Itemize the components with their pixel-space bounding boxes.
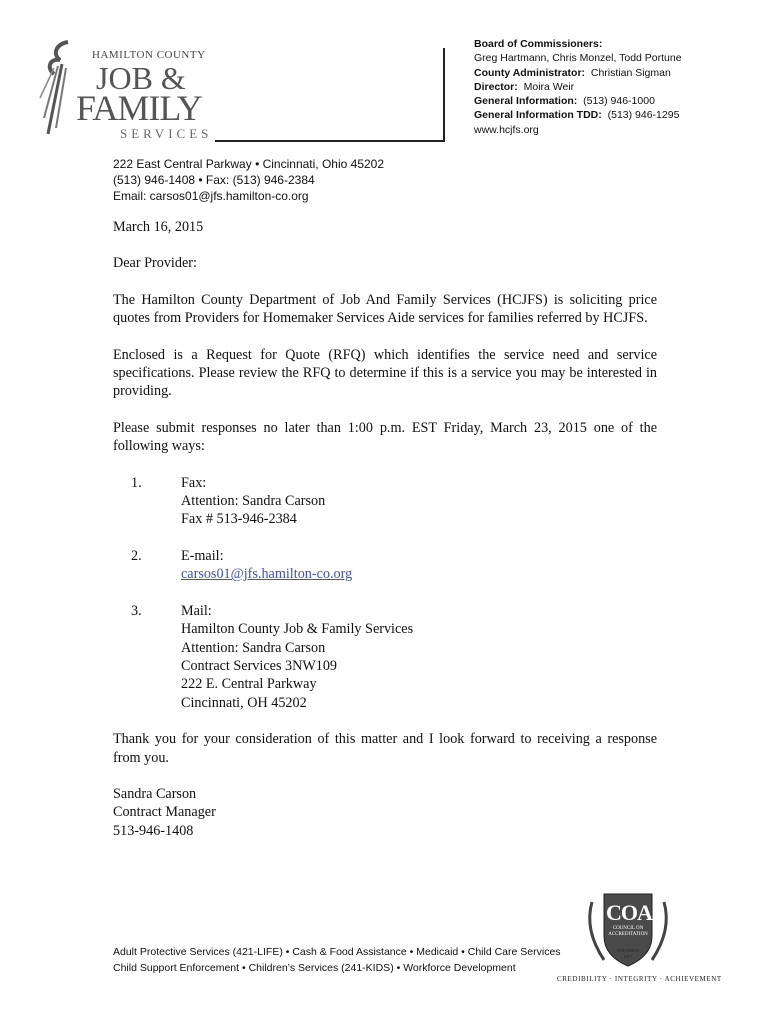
item-number: 1.: [131, 474, 142, 491]
admin-name: Christian Sigman: [590, 66, 671, 79]
signature-phone: 513-946-1408: [113, 822, 194, 839]
address-block: [113, 156, 384, 204]
logo-family: FAMILY: [76, 88, 202, 128]
header-divider-horizontal: [215, 140, 445, 142]
board-names: Greg Hartmann, Chris Monzel, Todd Portune: [474, 52, 682, 65]
coa-sub1: COUNCIL ON: [612, 926, 644, 931]
paragraph-2: Enclosed is a Request for Quote (RFQ) which identifies the service need and service specifications. Please review the RFQ to determine if this is a service you may be interested in providing.: [113, 346, 657, 400]
letter-date: March 16, 2015: [113, 219, 204, 235]
website[interactable]: www.hcjfs.org: [474, 123, 539, 136]
signature-name: Sandra Carson: [113, 785, 197, 802]
board-label: Board of Commissioners:: [474, 38, 603, 50]
general-info-label: General Information:: [474, 95, 578, 108]
letter-body: [113, 218, 657, 840]
email-link[interactable]: carsos01@jfs.hamilton-co.org: [181, 566, 353, 583]
closing-paragraph: Thank you for your consideration of this matter and I look forward to receiving a response from you.: [113, 731, 657, 766]
coa-founded: FOUNDED: [617, 948, 639, 953]
coa-sub2: ACCREDITATION: [608, 932, 648, 937]
footer-line: Adult Protective Services (421-LIFE) • Cash & Food Assistance • Medicaid • Child Care Services: [113, 946, 561, 958]
signature-title: Contract Manager: [113, 804, 216, 821]
item-line: Cincinnati, OH 45202: [181, 694, 307, 711]
email-line: Email: carsos01@jfs.hamilton-co.org: [113, 189, 309, 203]
item-line: Fax:: [181, 474, 207, 491]
logo-county: HAMILTON COUNTY: [92, 49, 206, 61]
salutation: Dear Provider:: [113, 255, 197, 272]
logo-services: SERVICES: [120, 126, 213, 141]
director-label: Director:: [474, 80, 518, 93]
admin-label: County Administrator:: [474, 66, 586, 79]
item-line: Contract Services 3NW109: [181, 657, 338, 674]
list-item: [113, 602, 657, 712]
footer-line: Child Support Enforcement • Children’s Services (241-KIDS) • Workforce Development: [113, 961, 516, 974]
officials-block: [474, 37, 682, 137]
item-line: 222 E. Central Parkway: [181, 676, 317, 693]
item-line: E-mail:: [181, 547, 224, 564]
phone-fax-line: (513) 946-1408 • Fax: (513) 946-2384: [113, 173, 315, 187]
header-divider-vertical: [443, 48, 445, 142]
item-line: Mail:: [181, 602, 212, 619]
coa-motto: CREDIBILITY · INTEGRITY · ACHIEVEMENT: [557, 975, 722, 983]
item-line: Fax # 513-946-2384: [181, 511, 297, 528]
coa-year: 1977: [623, 954, 633, 959]
item-number: 3.: [131, 602, 142, 619]
item-line: Attention: Sandra Carson: [181, 639, 326, 656]
paragraph-1: The Hamilton County Department of Job And Family Services (HCJFS) is soliciting price quotes from Providers for Homemaker Services Aide services for families referred by HCJFS.: [113, 291, 657, 327]
figure-swoosh-icon: [38, 38, 80, 138]
coa-letters: COA: [606, 900, 652, 925]
item-line: Attention: Sandra Carson: [181, 493, 326, 510]
general-info-value: (513) 946-1000: [583, 95, 655, 108]
paragraph-3: Please submit responses no later than 1:00 p.m. EST Friday, March 23, 2015 one of the following ways:: [113, 419, 657, 455]
director-name: Moira Weir: [523, 80, 575, 93]
tdd-label: General Information TDD:: [474, 109, 602, 122]
address-line: 222 East Central Parkway • Cincinnati, Ohio 45202: [113, 157, 385, 171]
list-item: [113, 474, 657, 529]
item-line: Hamilton County Job & Family Services: [181, 621, 414, 638]
item-number: 2.: [131, 547, 142, 564]
coa-seal: [582, 886, 674, 970]
tdd-value: (513) 946-1295: [607, 109, 680, 122]
list-item: [113, 547, 657, 584]
hcjfs-logo: [38, 38, 248, 146]
logo-job: JOB &: [96, 60, 186, 96]
footer-services: [113, 945, 561, 976]
